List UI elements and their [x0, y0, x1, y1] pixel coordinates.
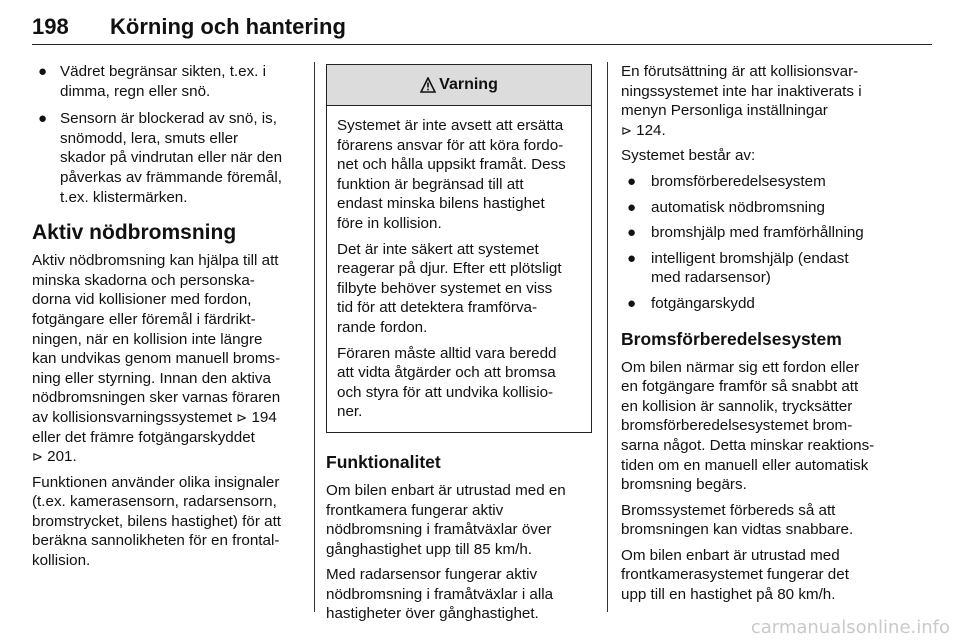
list-item: ● fotgängarskydd [627, 294, 755, 312]
page-ref[interactable]: 194 [251, 408, 277, 426]
paragraph: Om bilen enbart är utrustad med frontkamerasystemet fungerar det upp till en hastighet på 80 km/h. [621, 546, 849, 604]
paragraph: Systemet består av: [621, 147, 756, 165]
warning-paragraph: Det är inte säkert att systemet reagerar på djur. Efter ett plötsligt filbyte behöver systemet en viss tid för att detektera framförva- rande fordon. [337, 240, 562, 336]
bullet-icon: ● [627, 172, 637, 190]
column-divider [314, 62, 315, 612]
page-ref-icon: ⊳ [621, 122, 632, 138]
bullet-icon: ● [38, 63, 48, 80]
warning-title: Varning [439, 76, 498, 94]
warning-header [327, 65, 591, 106]
warning-box [326, 64, 592, 433]
column-divider [607, 62, 608, 612]
list-item: ● Vädret begränsar sikten, t.ex. i dimma, regn eller snö. [38, 63, 266, 100]
paragraph: Med radarsensor fungerar aktiv nödbromsning i framåtväxlar i alla hastigheter över gånghastighet. [326, 566, 554, 623]
system-components-list [621, 172, 889, 314]
page-title: Körning och hantering [110, 14, 346, 39]
list-item: ● bromsförberedelsesystem [627, 172, 826, 190]
bullet-icon: ● [627, 224, 637, 242]
section-heading: Bromsförberedelsesystem [621, 328, 842, 349]
warning-paragraph: Systemet är inte avsett att ersätta förarens ansvar för att köra fordo- net och hålla uppsikt framåt. Dess funktion är begränsad till att endast minska bilens hastighet före in kollision. [337, 117, 566, 232]
page-ref-icon: ⊳ [32, 449, 43, 465]
column-middle [326, 62, 592, 623]
page-ref[interactable]: 201. [47, 448, 77, 466]
page-ref-icon: ⊳ [236, 409, 248, 425]
paragraph: Funktionen använder olika insignaler (t.ex. kamerasensorn, radarsensorn, bromstrycket, bilens hastighet) för att beräkna sannolikheten för en frontal- kollision. [32, 473, 282, 570]
page-header [32, 10, 932, 45]
list-item: ● Sensorn är blockerad av snö, is, snömodd, lera, smuts eller skador på vindrutan eller när den påverkas av främmande föremål, t.ex. klistermärken. [38, 110, 283, 206]
bullet-icon: ● [627, 198, 637, 216]
bullet-icon: ● [38, 110, 48, 128]
paragraph: En förutsättning är att kollisionsvar- ningssystemet inte har inaktiverats i menyn Personliga inställningar ⊳ 124. [621, 63, 862, 139]
paragraph: Aktiv nödbromsning kan hjälpa till att minska skadorna och personska- dorna vid kollisioner med fordon, fotgängare eller föremål i färdrikt- ningen, när en kollision inte längre kan undvikas genom manuell broms- ning eller styrning. Innan den aktiva nödbromsningen sker varnas föraren av kollisionsvarningssystemet ⊳ 194 eller det främre fotgängarskyddet ⊳ 201. [32, 252, 281, 466]
column-left [32, 62, 302, 612]
warning-icon [420, 77, 436, 93]
warning-paragraph: Föraren måste alltid vara beredd att vidta åtgärder och att bromsa och styra för att undvika kollisio- ner. [337, 344, 557, 421]
list-item: ● intelligent bromshjälp (endast med radarsensor) [627, 249, 849, 287]
paragraph: Om bilen enbart är utrustad med en frontkamera fungerar aktiv nödbromsning i framåtväxlar över gånghastighet upp till 85 km/h. [326, 481, 566, 558]
section-heading: Funktionalitet [326, 451, 441, 472]
list-item: ● automatisk nödbromsning [627, 198, 825, 216]
bullet-icon: ● [627, 294, 637, 312]
watermark: carmanualsonline.info [750, 617, 950, 638]
limitations-list [32, 62, 302, 207]
page-ref[interactable]: 124. [636, 121, 666, 139]
warning-body [327, 106, 591, 432]
bullet-icon: ● [627, 249, 637, 267]
list-item: ● bromshjälp med framförhållning [627, 224, 864, 242]
column-right [621, 62, 889, 612]
section-heading: Aktiv nödbromsning [32, 221, 237, 245]
page-number: 198 [32, 14, 69, 39]
paragraph: Bromssystemet förbereds så att bromsningen kan vidtas snabbare. [621, 501, 854, 539]
paragraph: Om bilen närmar sig ett fordon eller en fotgängare framför så snabbt att en kollision är sannolik, trycksätter bromsförberedelsesystemet brom- sarna något. Detta minskar reaktions- tiden om en manuell eller automatisk bromsning begärs. [621, 358, 875, 494]
